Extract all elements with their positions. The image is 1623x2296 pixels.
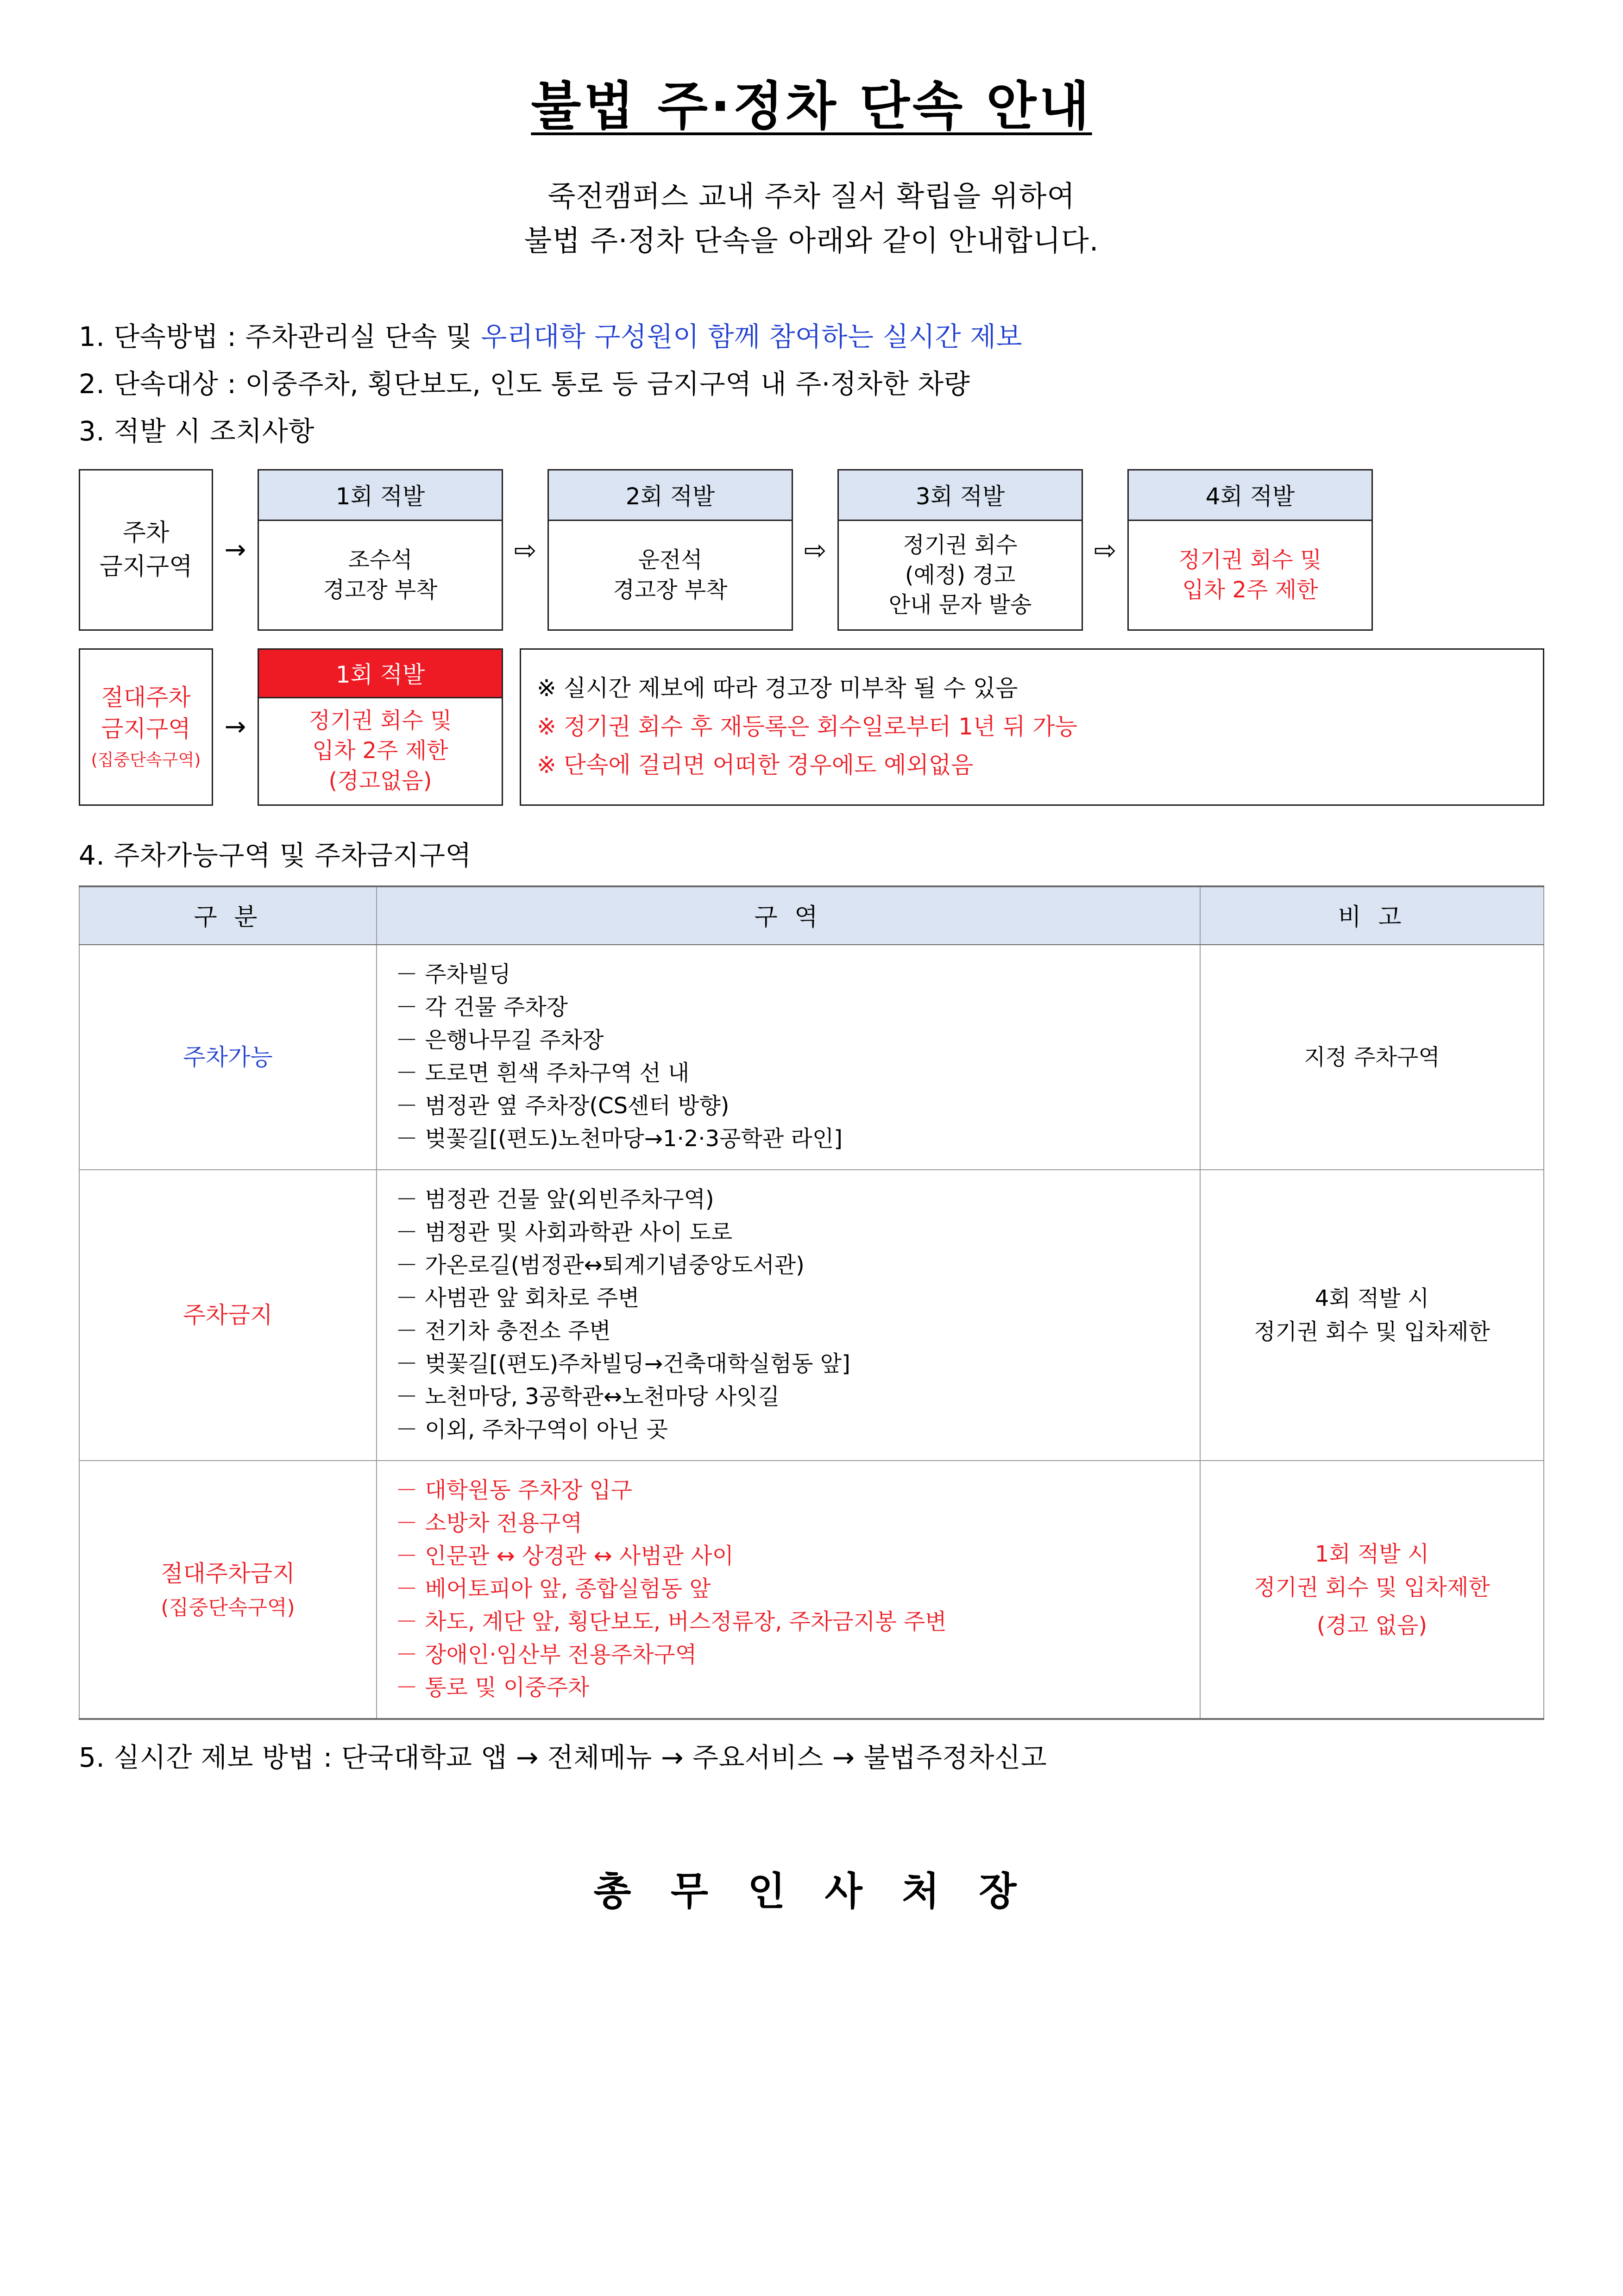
item-4: 4. 주차가능구역 및 주차금지구역 [79, 839, 472, 871]
row-2-zones [377, 1170, 1200, 1461]
flow-step-4-line-1: 정기권 회수 및 [1178, 547, 1322, 573]
row-3-zone-3: － 인문관 ↔ 상경관 ↔ 사범관 사이 [396, 1543, 734, 1569]
item-3: 3. 적발 시 조치사항 [79, 415, 315, 447]
row-2-zone-5: － 전기차 충전소 주변 [396, 1317, 611, 1344]
flow-start-label-line-2: 금지구역 [99, 552, 193, 581]
row-1-zone-5: － 범정관 옆 주차장(CS센터 방향) [396, 1092, 730, 1119]
row-3-category [79, 1461, 377, 1719]
row-1-zones [377, 945, 1200, 1170]
item-1 [79, 316, 1544, 358]
flow-step-2-line-2: 경고장 부착 [613, 577, 728, 603]
flow-step-4-line-2: 입차 2주 제한 [1182, 577, 1318, 603]
absolute-first-offense-body [259, 698, 502, 804]
row-1-zone-4: － 도로면 흰색 주차구역 선 내 [396, 1060, 690, 1086]
row-2-zone-7: － 노천마당, 3공학관↔노천마당 사잇길 [396, 1384, 780, 1410]
note-line-1 [537, 673, 1527, 703]
arrow-right-icon-2: → [224, 712, 246, 742]
arrow-hollow-right-icon-3: ⇨ [1094, 534, 1117, 566]
flow-step-2 [547, 469, 793, 631]
row-3-zone-5: － 차도, 계단 앞, 횡단보도, 버스정류장, 주차금지봉 주변 [396, 1609, 947, 1635]
subtitle-line-2: 불법 주·정차 단속을 아래와 같이 안내합니다. [524, 224, 1099, 258]
signature: 총 무 인 사 처 장 [593, 1869, 1030, 1914]
table-row [79, 1461, 1544, 1719]
absolute-first-offense-head: 1회 적발 [259, 650, 502, 698]
row-2-note-line-1: 4회 적발 시 [1315, 1285, 1429, 1311]
enforcement-flow-row-1 [79, 469, 1544, 631]
table-row [79, 945, 1544, 1170]
row-3-zone-1: － 대학원동 주차장 입구 [396, 1477, 633, 1504]
row-2-zone-2: － 범정관 및 사회과학관 사이 도로 [396, 1219, 733, 1245]
zones-table-header-zone: 구 역 [377, 886, 1200, 945]
absolute-first-offense-line-3: (경고없음) [328, 767, 432, 794]
absolute-first-offense-box [258, 648, 503, 805]
item-2: 2. 단속대상 : 이중주차, 횡단보도, 인도 통로 등 금지구역 내 주·정차한 차량 [79, 368, 970, 400]
numbered-item-list [79, 316, 1544, 452]
item-1-highlight: 우리대학 구성원이 함께 참여하는 실시간 제보 [481, 321, 1023, 353]
row-2-category: 주차금지 [79, 1170, 377, 1461]
absolute-first-offense-line-1: 정기권 회수 및 [308, 708, 452, 734]
row-2-note-line-2: 정기권 회수 및 입차제한 [1254, 1318, 1490, 1345]
row-2-zone-3: － 가온로길(범정관↔퇴계기념중앙도서관) [396, 1252, 805, 1278]
zones-table [79, 885, 1544, 1720]
note-mark-3: ※ [537, 752, 556, 779]
row-2-zone-1: － 범정관 건물 앞(외빈주차구역) [396, 1186, 714, 1212]
notes-box [520, 648, 1544, 805]
note-mark-2: ※ [537, 713, 556, 740]
subtitle-line-1: 죽전캠퍼스 교내 주차 질서 확립을 위하여 [547, 179, 1076, 213]
row-3-note-line-3: (경고 없음) [1316, 1612, 1428, 1638]
flow-step-3-line-1: 정기권 회수 [903, 532, 1018, 558]
row-3-note-line-2: 정기권 회수 및 입차제한 [1254, 1574, 1490, 1600]
page-title: 불법 주·정차 단속 안내 [531, 76, 1092, 137]
flow-start-no-parking-zone [79, 469, 213, 631]
row-3-zone-4: － 베어토피아 앞, 종합실험동 앞 [396, 1576, 711, 1602]
flow-step-3-line-2: (예정) 경고 [905, 562, 1016, 588]
flow-step-2-line-1: 운전석 [638, 547, 703, 573]
row-1-zone-3: － 은행나무길 주차장 [396, 1027, 604, 1053]
arrow-hollow-right-icon-1: ⇨ [514, 534, 537, 566]
row-3-zones [377, 1461, 1200, 1719]
row-3-note-line-1: 1회 적발 시 [1315, 1541, 1429, 1567]
note-line-2 [537, 712, 1527, 742]
flow-step-3-head: 3회 적발 [839, 470, 1082, 521]
row-1-zone-6: － 벚꽃길[(편도)노천마당→1·2·3공학관 라인] [396, 1125, 843, 1152]
flow-step-3 [837, 469, 1083, 631]
row-1-note [1200, 945, 1544, 1170]
item-1-prefix: 1. 단속방법 : 주차관리실 단속 및 [79, 321, 481, 353]
zones-table-header-division: 구 분 [79, 886, 377, 945]
subtitle-block [79, 174, 1544, 263]
flow-step-1-line-2: 경고장 부착 [323, 577, 438, 603]
row-3-category-label: 절대주차금지 [161, 1560, 295, 1587]
arrow-hollow-right-icon-2: ⇨ [804, 534, 827, 566]
flow-step-2-head: 2회 적발 [549, 470, 792, 521]
absolute-first-offense-line-2: 입차 2주 제한 [312, 738, 448, 764]
absolute-label-line-2: 금지구역 [101, 715, 191, 742]
row-1-category: 주차가능 [79, 945, 377, 1170]
flow-start-label-line-1: 주차 [122, 519, 170, 547]
zones-table-header-row [79, 886, 1544, 945]
note-text-2: 정기권 회수 후 재등록은 회수일로부터 1년 뒤 가능 [556, 713, 1077, 740]
arrow-right-icon: → [224, 535, 246, 565]
note-mark-1: ※ [537, 675, 556, 702]
table-row [79, 1170, 1544, 1461]
row-3-zone-6: － 장애인·임산부 전용주차구역 [396, 1642, 697, 1668]
item-5: 5. 실시간 제보 방법 : 단국대학교 앱 → 전체메뉴 → 주요서비스 → 불법주정차신고 [79, 1742, 1047, 1774]
absolute-label-sub: (집중단속구역) [91, 751, 201, 770]
row-3-zone-2: － 소방차 전용구역 [396, 1510, 583, 1537]
flow-step-3-line-3: 안내 문자 발송 [888, 592, 1032, 618]
flow-step-3-body [839, 521, 1082, 629]
row-2-zone-4: － 사범관 앞 회차로 주변 [396, 1285, 640, 1311]
flow-step-4-head: 4회 적발 [1129, 470, 1371, 521]
row-1-note-line-1: 지정 주차구역 [1304, 1044, 1440, 1070]
flow-step-1 [258, 469, 503, 631]
row-3-note [1200, 1461, 1544, 1719]
flow-step-1-body [259, 521, 502, 629]
row-2-note [1200, 1170, 1544, 1461]
absolute-label-line-1: 절대주차 [101, 684, 191, 711]
zones-table-header-note: 비 고 [1200, 886, 1544, 945]
note-text-1: 실시간 제보에 따라 경고장 미부착 될 수 있음 [556, 675, 1018, 702]
row-2-zone-6: － 벚꽃길[(편도)주차빌딩→건축대학실험동 앞] [396, 1350, 850, 1377]
absolute-no-parking-zone-box [79, 648, 213, 805]
row-1-zone-2: － 각 건물 주차장 [396, 994, 568, 1020]
note-text-3: 단속에 걸리면 어떠한 경우에도 예외없음 [556, 752, 974, 779]
note-line-3 [537, 750, 1527, 780]
flow-step-4-body [1129, 521, 1371, 629]
flow-step-4 [1127, 469, 1373, 631]
row-3-zone-7: － 통로 및 이중주차 [396, 1675, 590, 1701]
flow-step-1-head: 1회 적발 [259, 470, 502, 521]
enforcement-flow-row-2 [79, 648, 1544, 805]
row-2-zone-8: － 이외, 주차구역이 아닌 곳 [396, 1417, 668, 1443]
row-1-zone-1: － 주차빌딩 [396, 961, 511, 987]
flow-step-1-line-1: 조수석 [348, 547, 413, 573]
row-3-category-sub: (집중단속구역) [161, 1595, 295, 1619]
flow-step-2-body [549, 521, 792, 629]
